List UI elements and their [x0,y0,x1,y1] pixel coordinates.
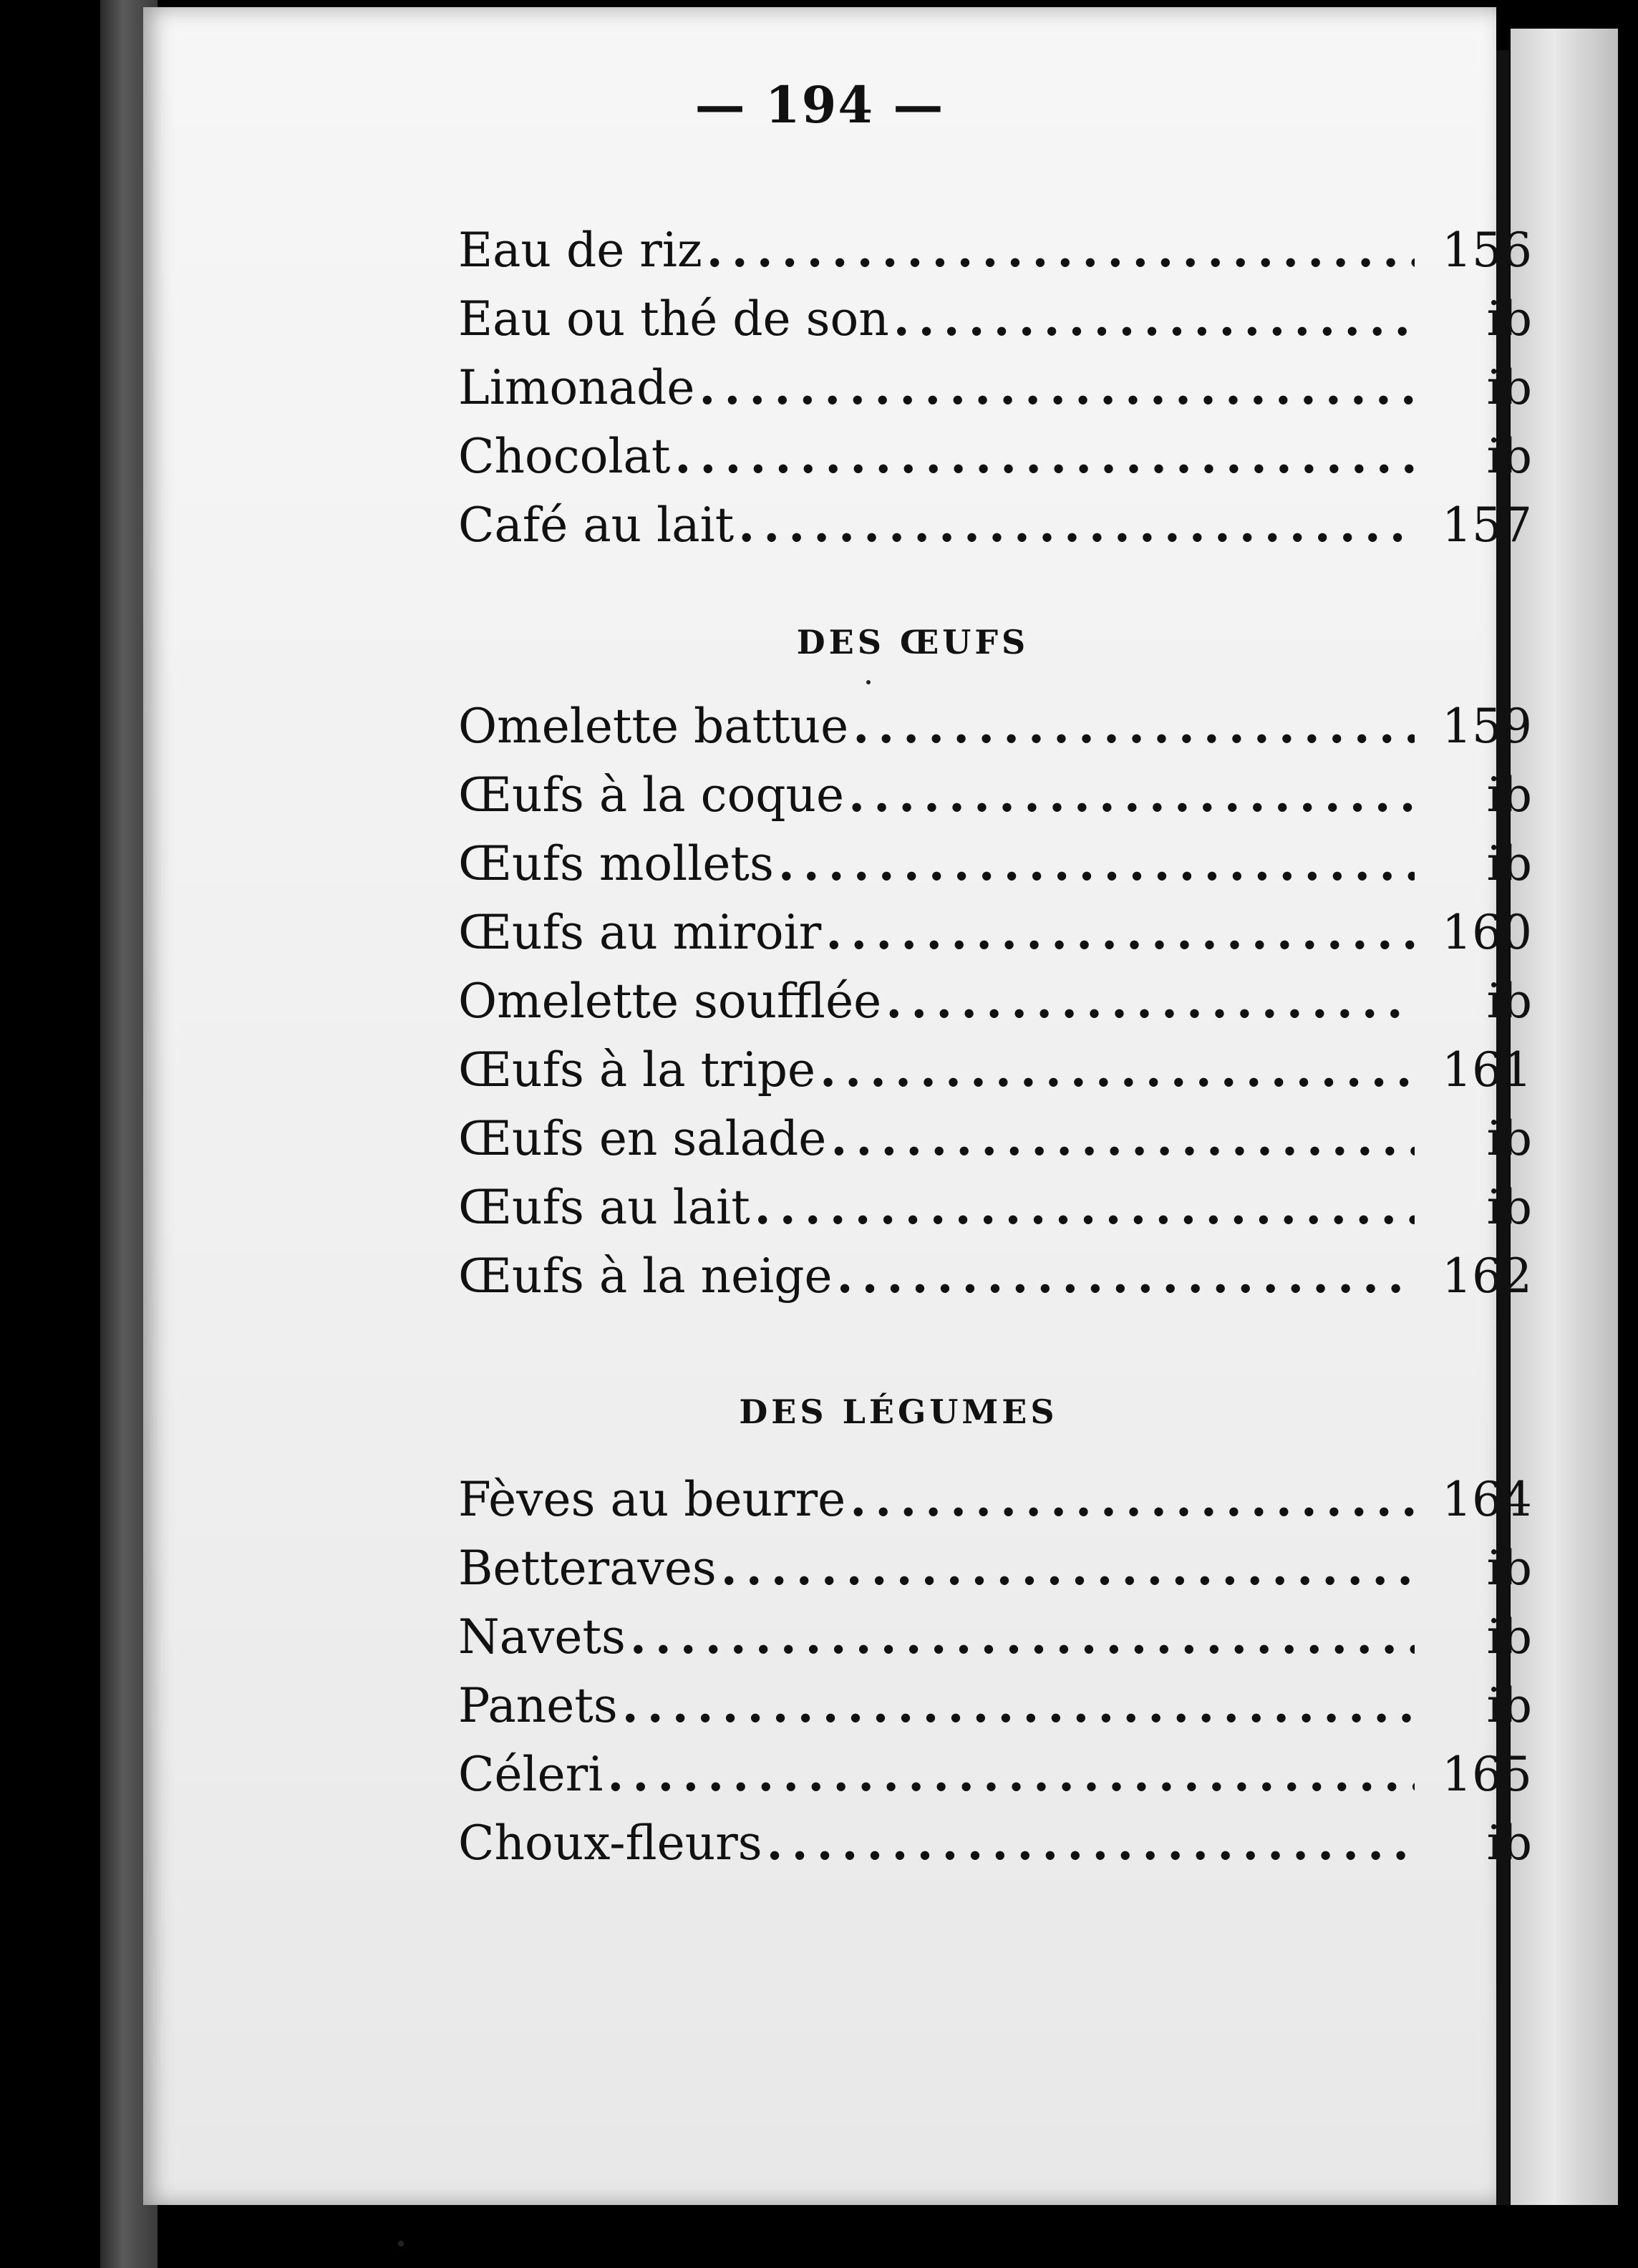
entry-page: ib [1486,1541,1532,1596]
toc-entry [458,1179,1532,1248]
entry-label: Œufs en salade [458,1111,827,1166]
entry-label: Limonade [458,360,695,415]
toc-entry [458,222,1532,291]
entry-page: ib [1486,836,1532,891]
entry-label: Œufs à la coque [458,767,845,823]
dot-leader [886,973,1415,1029]
toc-entry [458,1471,1532,1540]
entry-page: ib [1486,360,1532,415]
dot-leader [778,835,1415,891]
entry-page: ib [1486,291,1532,346]
book-page [143,7,1532,2205]
dot-leader [853,698,1415,754]
toc-entry [458,767,1532,835]
entries-section-oeufs [458,698,1532,1317]
dot-leader [825,904,1415,960]
entry-label: Betteraves [458,1541,717,1596]
entry-page: ib [1486,974,1532,1029]
dot-leader [767,1815,1415,1871]
entry-label: Choux-fleurs [458,1816,762,1871]
dot-leader [630,1609,1415,1664]
dot-leader [848,767,1415,823]
dot-leader [622,1677,1415,1733]
toc-entry [458,291,1532,359]
entry-page: ib [1486,1678,1532,1733]
entry-label: Œufs au miroir [458,905,822,960]
entry-label: Omelette soufflée [458,974,882,1029]
toc-entry [458,1110,1532,1179]
toc-entry [458,904,1532,973]
dot-leader [830,1110,1415,1166]
dot-leader [738,497,1415,553]
entry-page: 161 [1442,1042,1532,1097]
entry-label: Eau de riz [458,223,702,278]
dot-leader [607,1746,1415,1802]
entry-page: 157 [1442,498,1532,553]
toc-entry [458,428,1532,497]
toc-entry [458,1746,1532,1815]
dot-leader [721,1540,1415,1596]
scan-speck [398,2241,404,2247]
dot-leader [755,1179,1415,1235]
toc-entry [458,835,1532,904]
entry-page: 159 [1442,699,1532,754]
entry-label: Eau ou thé de son [458,291,889,346]
entry-page: ib [1486,1111,1532,1166]
toc-entry [458,1248,1532,1317]
entry-page: ib [1486,1180,1532,1235]
dot-leader [699,359,1415,415]
dot-leader [674,428,1415,484]
entry-label: Œufs au lait [458,1180,750,1235]
dot-leader [707,222,1415,278]
entry-label: Fèves au beurre [458,1472,846,1527]
toc-entry [458,497,1532,566]
scan-speck [866,680,871,684]
entry-page: 165 [1442,1747,1532,1802]
toc-entry [458,1540,1532,1609]
toc-entry [458,698,1532,767]
toc-entry [458,1815,1532,1884]
entry-page: 156 [1442,223,1532,278]
entry-label: Céleri [458,1747,604,1802]
entry-label: Omelette battue [458,699,849,754]
entry-label: Café au lait [458,498,735,553]
entry-page: ib [1486,1816,1532,1871]
entries-section-drinks [458,222,1532,566]
entry-page: ib [1486,1609,1532,1664]
page-number: — 194 — [694,75,945,135]
section-heading-legumes: DES LÉGUMES [739,1392,1058,1431]
toc-entry [458,359,1532,428]
section-heading-oeufs: DES ŒUFS [796,623,1029,662]
entry-label: Œufs mollets [458,836,774,891]
entries-section-legumes [458,1471,1532,1884]
entry-label: Œufs à la tripe [458,1042,816,1097]
dot-leader [837,1248,1415,1304]
entry-page: 162 [1442,1249,1532,1304]
entry-page: ib [1486,767,1532,823]
entry-label: Œufs à la neige [458,1249,833,1304]
dot-leader [850,1471,1415,1527]
entry-page: 164 [1442,1472,1532,1527]
entry-page: 160 [1442,905,1532,960]
toc-entry [458,1042,1532,1110]
dot-leader [893,291,1415,346]
dot-leader [820,1042,1415,1097]
entry-label: Navets [458,1609,626,1664]
toc-entry [458,973,1532,1042]
entry-page: ib [1486,429,1532,484]
entry-label: Panets [458,1678,618,1733]
entry-label: Chocolat [458,429,671,484]
toc-entry [458,1609,1532,1677]
toc-entry [458,1677,1532,1746]
